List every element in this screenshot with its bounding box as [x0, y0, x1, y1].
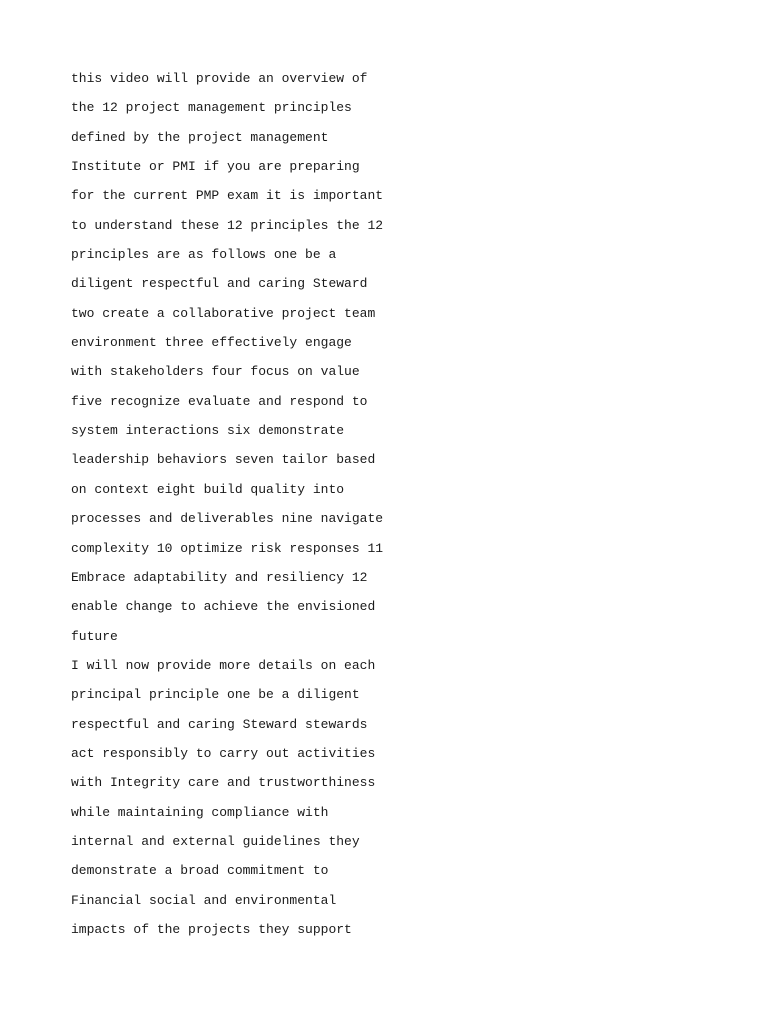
transcript-line-12: five recognize evaluate and respond to: [71, 393, 368, 409]
transcript-page: [71, 64, 691, 944]
transcript-line-27: internal and external guidelines they: [71, 833, 360, 849]
transcript-line-22: principal principle one be a diligent: [71, 687, 360, 703]
transcript-line-4: Institute or PMI if you are preparing: [71, 159, 360, 175]
transcript-line-10: environment three effectively engage: [71, 335, 352, 351]
transcript-line-26: while maintaining compliance with: [71, 804, 329, 820]
transcript-line-16: processes and deliverables nine navigate: [71, 511, 384, 527]
transcript-line-6: to understand these 12 principles the 12: [71, 217, 384, 233]
transcript-line-20: future: [71, 628, 118, 644]
transcript-line-5: for the current PMP exam it is important: [71, 188, 384, 204]
transcript-line-8: diligent respectful and caring Steward: [71, 276, 368, 292]
transcript-line-3: defined by the project management: [71, 129, 329, 145]
transcript-line-19: enable change to achieve the envisioned: [71, 599, 376, 615]
transcript-line-29: Financial social and environmental: [71, 892, 337, 908]
transcript-line-11: with stakeholders four focus on value: [71, 364, 360, 380]
transcript-line-17: complexity 10 optimize risk responses 11: [71, 540, 384, 556]
transcript-line-2: the 12 project management principles: [71, 100, 352, 116]
transcript-line-1: this video will provide an overview of: [71, 71, 368, 86]
transcript-line-24: act responsibly to carry out activities: [71, 745, 376, 761]
transcript-line-30: impacts of the projects they support: [71, 921, 352, 937]
transcript-line-28: demonstrate a broad commitment to: [71, 863, 329, 879]
transcript-line-9: two create a collaborative project team: [71, 305, 376, 321]
transcript-line-14: leadership behaviors seven tailor based: [71, 452, 376, 468]
transcript-line-15: on context eight build quality into: [71, 481, 345, 497]
transcript-line-18: Embrace adaptability and resiliency 12: [71, 569, 368, 585]
transcript-line-13: system interactions six demonstrate: [71, 423, 345, 439]
transcript-line-25: with Integrity care and trustworthiness: [71, 775, 376, 791]
transcript-line-7: principles are as follows one be a: [71, 247, 337, 263]
transcript-line-21: I will now provide more details on each: [71, 657, 376, 673]
transcript-line-23: respectful and caring Steward stewards: [71, 716, 368, 732]
